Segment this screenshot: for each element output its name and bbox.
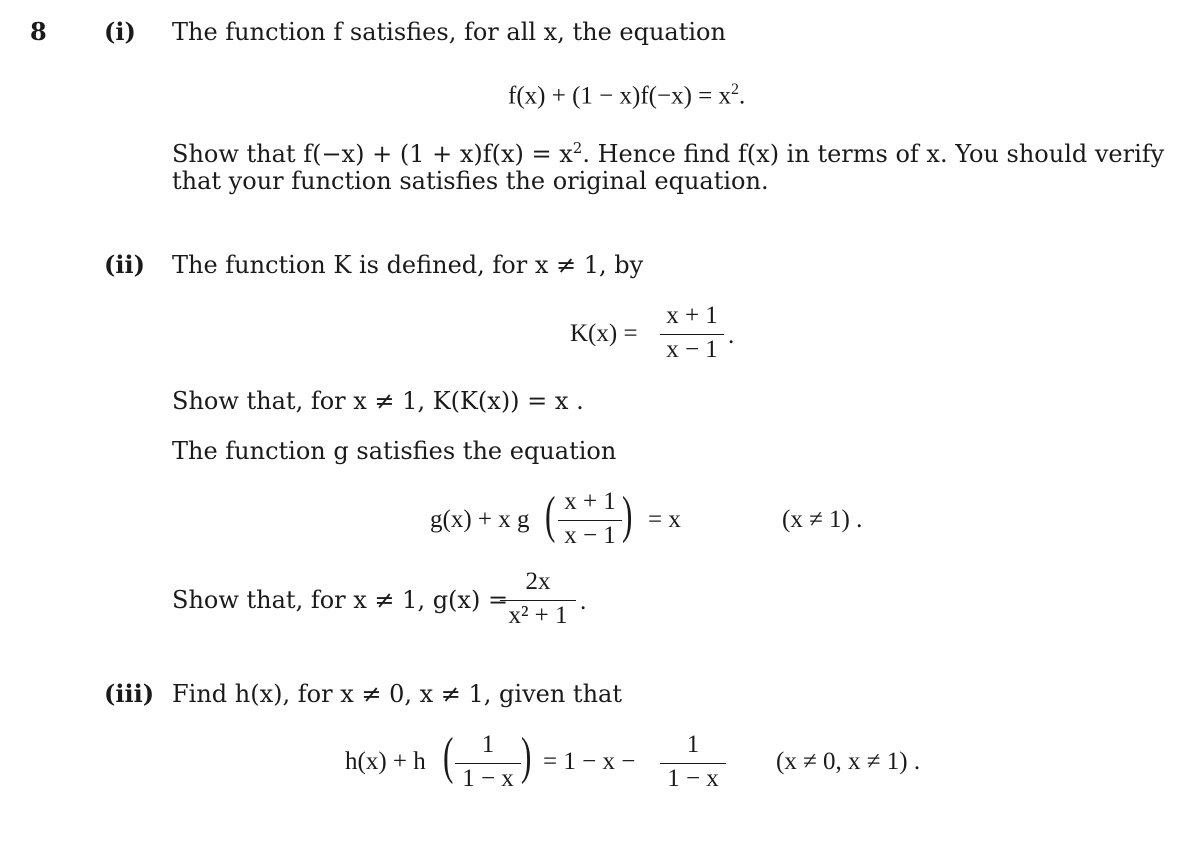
h-right-denominator: 1 − x — [667, 765, 719, 792]
g-equation-left: g(x) + x g — [430, 506, 530, 533]
part-iii-intro: Find h(x), for x ≠ 0, x ≠ 1, given that — [172, 680, 622, 708]
part-i-show-text-a: Show that f(−x) + (1 + x)f(x) = x — [172, 140, 573, 168]
part-i-show-line1 — [172, 134, 1164, 168]
k-definition-left: K(x) = — [570, 320, 638, 347]
part-ii-g-intro: The function g satisfies the equation — [172, 437, 617, 465]
g-right-paren: ) — [622, 487, 633, 544]
h-right-fraction-bar — [660, 763, 726, 764]
h-right-fraction — [660, 731, 726, 793]
part-i-equation-period: . — [739, 82, 746, 110]
h-left-paren: ( — [443, 728, 454, 785]
k-fraction — [660, 302, 724, 364]
g-result-period: . — [580, 588, 587, 615]
part-ii-label: (ii) — [104, 250, 145, 279]
part-ii-show-kk: Show that, for x ≠ 1, K(K(x)) = x . — [172, 387, 584, 415]
g-denominator: x − 1 — [564, 522, 616, 549]
part-i-show-text-b: . Hence find f(x) in terms of x. You should verify — [582, 140, 1165, 168]
g-result-denominator: x² + 1 — [508, 602, 568, 629]
g-fraction-bar — [558, 520, 622, 521]
g-condition: (x ≠ 1) . — [782, 506, 863, 533]
h-numerator: 1 — [481, 731, 495, 758]
g-result-numerator: 2x — [525, 568, 551, 595]
g-result-fraction-bar — [500, 600, 576, 601]
h-equation-left: h(x) + h — [345, 748, 426, 775]
part-i-equation-main: f(x) + (1 − x)f(−x) = x — [508, 82, 731, 110]
h-fraction — [455, 731, 521, 793]
question-number: 8 — [30, 17, 47, 46]
h-condition: (x ≠ 0, x ≠ 1) . — [776, 748, 921, 775]
h-fraction-bar — [455, 763, 521, 764]
part-i-show-exponent: 2 — [572, 139, 583, 157]
h-denominator: 1 − x — [462, 765, 514, 792]
k-period: . — [728, 322, 735, 349]
part-i-show-line2: that your function satisfies the original equation. — [172, 167, 769, 195]
part-ii-show-g: Show that, for x ≠ 1, g(x) = — [172, 586, 509, 614]
k-denominator: x − 1 — [666, 336, 718, 363]
part-i-intro: The function f satisfies, for all x, the equation — [172, 18, 726, 46]
part-i-equation — [508, 76, 745, 110]
h-right-paren: ) — [521, 728, 532, 785]
k-fraction-bar — [660, 334, 724, 335]
h-right-numerator: 1 — [686, 731, 700, 758]
k-numerator: x + 1 — [666, 302, 718, 329]
h-equation-middle: = 1 − x − — [543, 748, 636, 775]
part-ii-intro: The function K is defined, for x ≠ 1, by — [172, 251, 644, 279]
g-equation-right: = x — [648, 506, 681, 533]
part-i-equation-exponent: 2 — [731, 81, 739, 98]
g-left-paren: ( — [545, 487, 556, 544]
part-iii-label: (iii) — [104, 679, 155, 708]
g-fraction — [558, 488, 622, 550]
g-numerator: x + 1 — [564, 488, 616, 515]
g-result-fraction — [500, 568, 576, 630]
part-i-label: (i) — [104, 17, 136, 46]
